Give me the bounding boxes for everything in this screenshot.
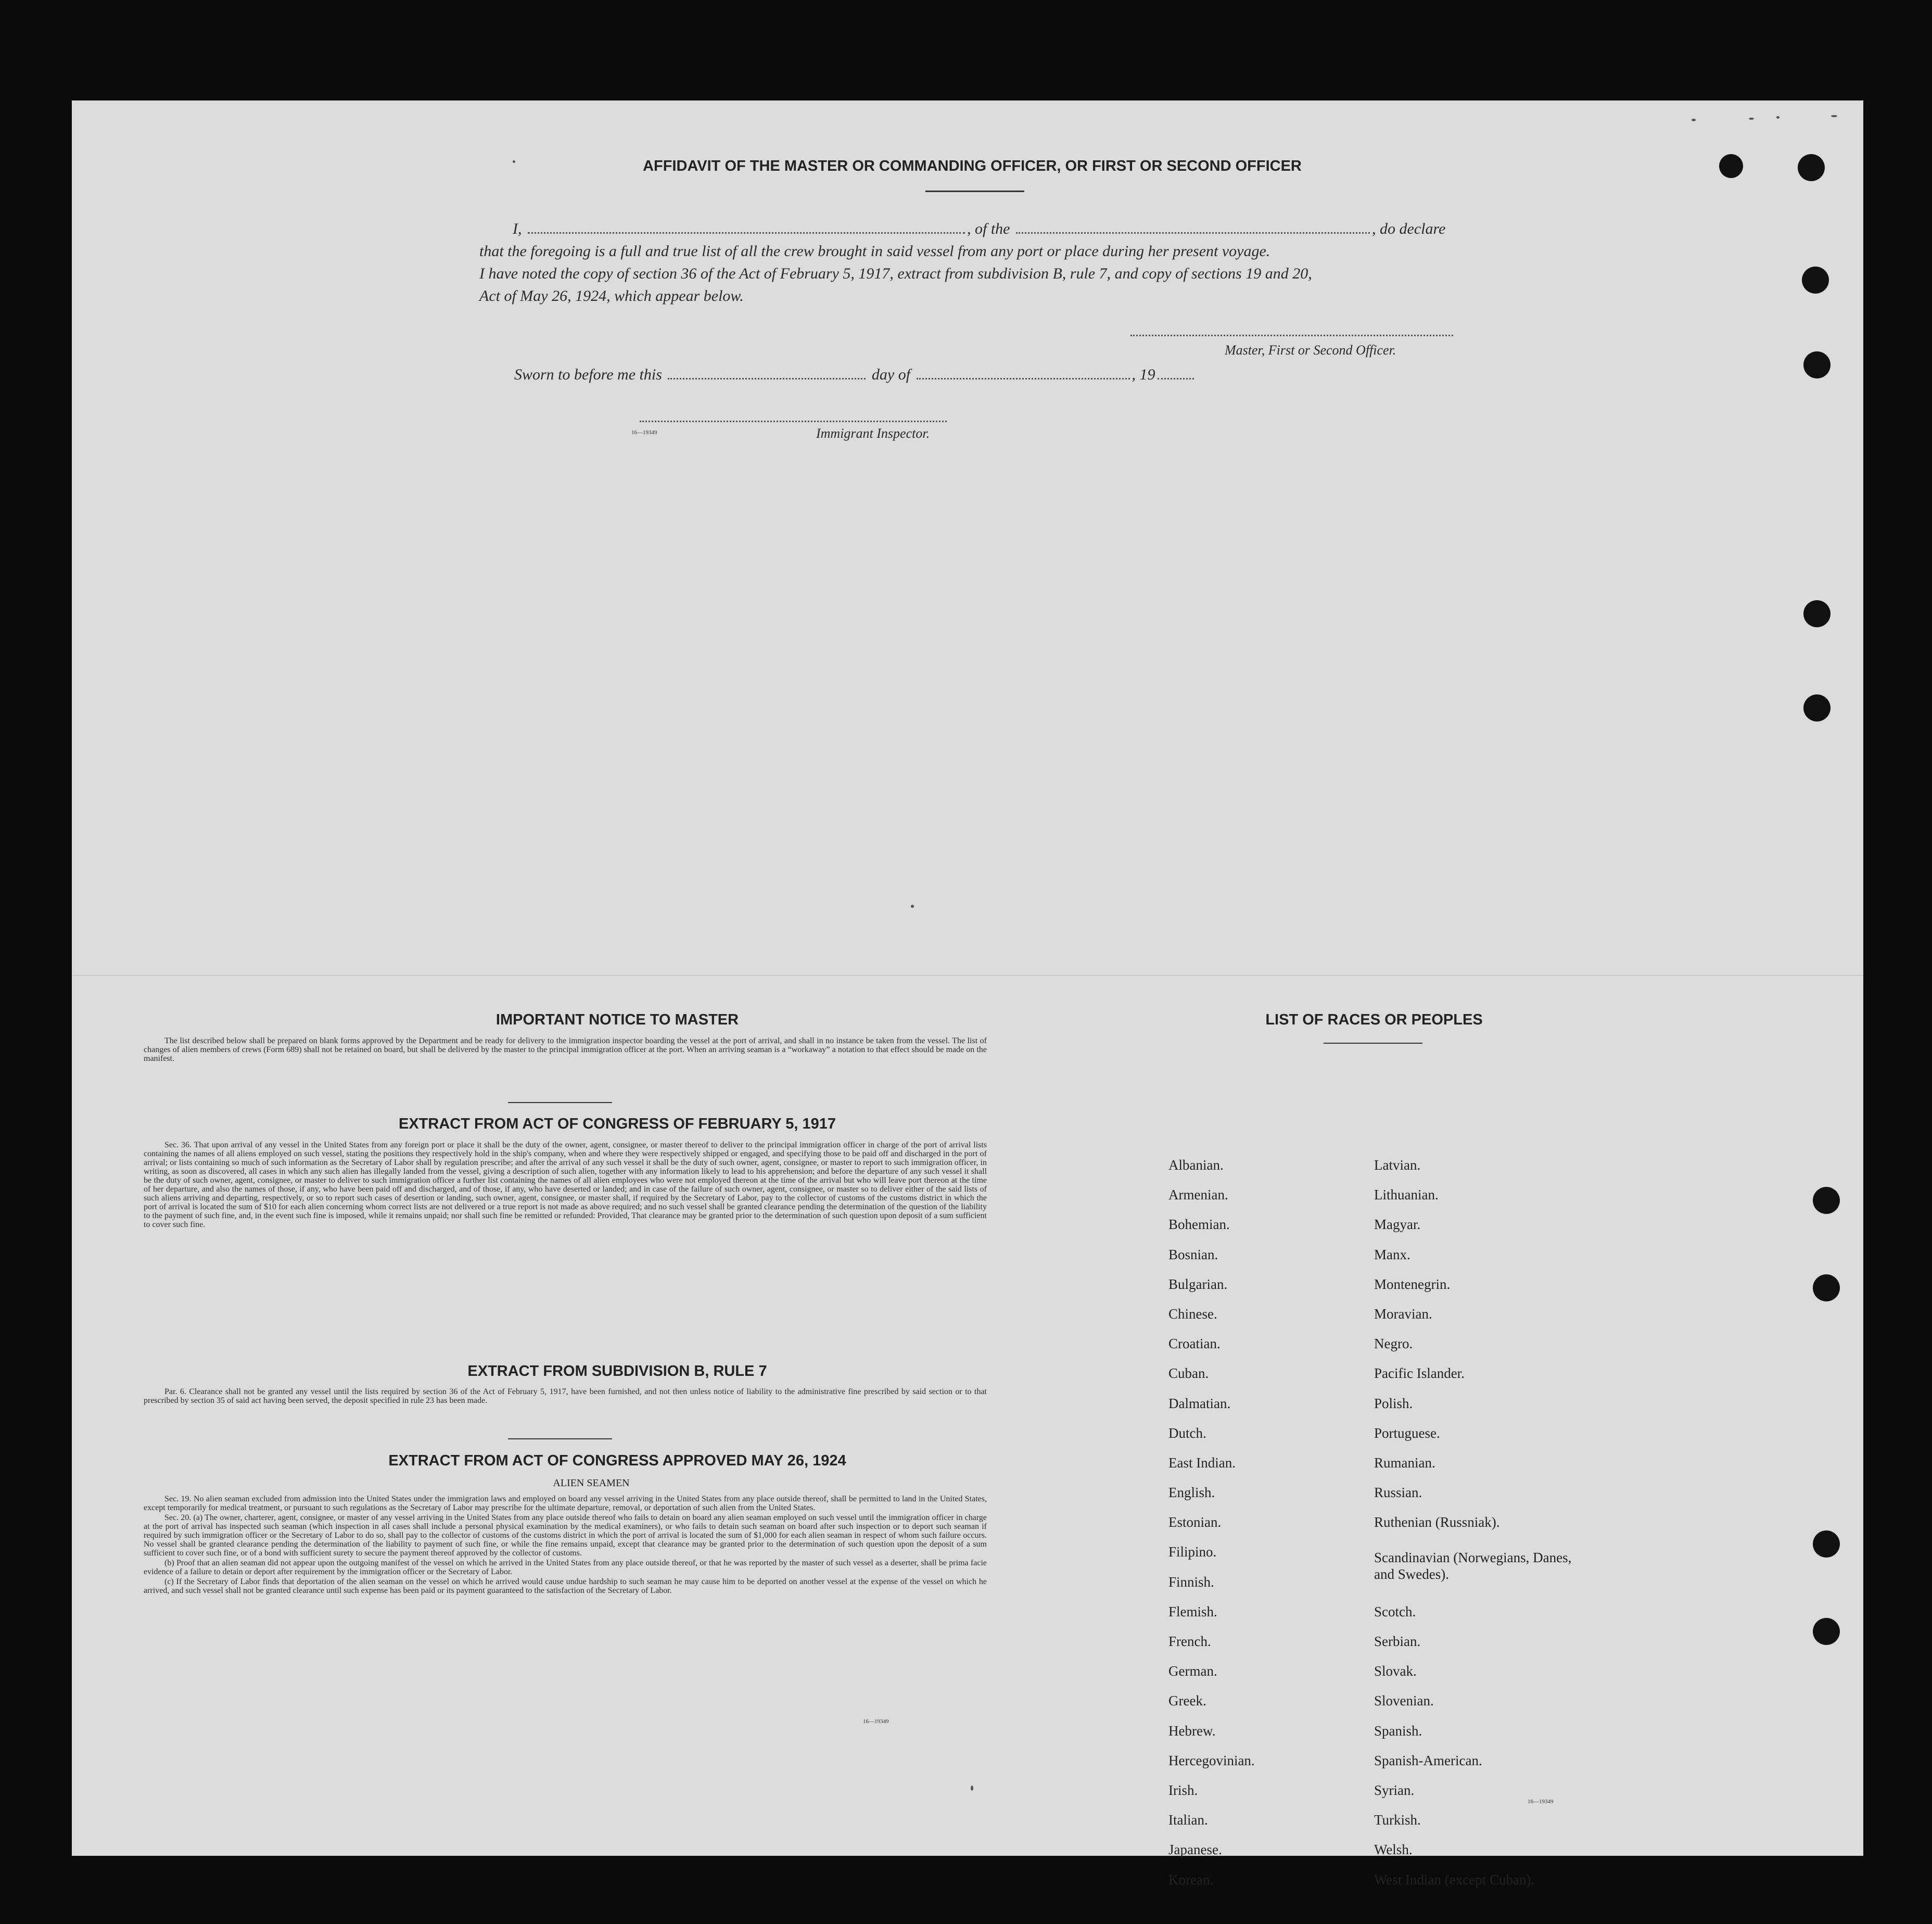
rule-7-rule	[508, 1438, 612, 1439]
sec-20c-text: (c) If the Secretary of Labor finds that deportation of the alien seaman on the vessel on which he arrived would cause undue hardship to such seaman he may cause him to be deported on another vessel at the expense of the vessel on which he arrived, and such vessel shall not be granted clearance until such expense has been paid or its payment guaranteed to the satisfaction of the Secretary of Labor.	[144, 1577, 987, 1595]
race-item: Scotch.	[1374, 1603, 1416, 1619]
races-title: LIST OF RACES OR PEOPLES	[1265, 1011, 1483, 1028]
affidavit-form-number: 16—19349	[631, 429, 657, 436]
speck-mark	[1692, 119, 1696, 121]
binder-hole	[1813, 1274, 1840, 1301]
race-item: German.	[1168, 1663, 1217, 1679]
day-of-text: day of	[871, 366, 911, 383]
race-item: Negro.	[1374, 1336, 1413, 1352]
race-item: Finnish.	[1168, 1574, 1214, 1590]
binder-hole	[1803, 351, 1831, 378]
par-6-text: Par. 6. Clearance shall not be granted any vessel until the lists required by section 36 of the Act of February 5, 1917, have been furnished, and not then unless notice of liability to the administrative fine prescribed by said section or to that prescribed by section 35 of said act having been served, the deposit specified in rule 23 has been made.	[144, 1387, 987, 1405]
race-item: Dalmatian.	[1168, 1395, 1231, 1411]
race-item: Lithuanian.	[1374, 1187, 1439, 1203]
race-item: Scandinavian (Norwegians, Danes, and Swedes).	[1374, 1550, 1572, 1583]
race-item: Bohemian.	[1168, 1217, 1230, 1233]
speck-mark	[1776, 116, 1780, 119]
race-item: Syrian.	[1374, 1782, 1415, 1798]
month-blank[interactable]	[917, 378, 1130, 379]
sec-20a-text: Sec. 20. (a) The owner, charterer, agent, consignee, or master of any vessel arriving in the United States from any place outside thereof who fails to detain on board any alien seaman employed on such vessel until the immigration officer in charge at the port of arrival has inspected such seaman (which inspection in all cases shall include a personal physical examination by the medical examiners), or who fails to detain such seaman on board after such inspection or to deport such seaman if required by such immigration officer or the Secretary of Labor to do so, shall pay to the collector of customs of the customs district in which the port of arrival is located the sum of $1,000 for each alien seaman in respect of whom such failure occurs. No vessel shall be granted clearance pending the determination of the liability to payment of such fine, or while the fine remains unpaid, except that clearance may be granted prior to the determination of such question upon the deposit of a sum sufficient to cover such fine, or of a bond with sufficient surety to secure the payment thereof approved by the collector of customs.	[144, 1513, 987, 1558]
race-item: Albanian.	[1168, 1157, 1224, 1173]
extract-1924-title: EXTRACT FROM ACT OF CONGRESS APPROVED MAY 26, 1924	[388, 1452, 846, 1469]
sec-19-text: Sec. 19. No alien seaman excluded from admission into the United States under the immigration laws and employed on board any vessel arriving in the United States from any place outside thereof, shall be permitted to land in the United States, except temporarily for medical treatment, or pursuant to such regulations as the Secretary of Labor may prescribe for the ultimate departure, removal, or deportation of such alien from the United States.	[144, 1495, 987, 1512]
alien-seamen-subtitle: ALIEN SEAMEN	[553, 1477, 630, 1489]
race-item: Ruthenian (Russniak).	[1374, 1514, 1500, 1530]
race-item: Hebrew.	[1168, 1723, 1216, 1739]
sec-20b-text: (b) Proof that an alien seaman did not appear upon the outgoing manifest of the vessel on which he arrived in the United States from any place outside thereof, or that he was reported by the master of such vessel as a deserter, shall be prima facie evidence of a failure to detain or deport after requirement by the immigration officer or the Secretary of Labor.	[144, 1559, 987, 1576]
name-blank[interactable]	[528, 232, 965, 234]
document-page	[72, 100, 1863, 1888]
race-item: Chinese.	[1168, 1306, 1217, 1322]
affidavit-i: I,	[513, 220, 522, 237]
races-form-number: 16—19349	[1528, 1799, 1554, 1805]
binder-hole	[1719, 154, 1743, 178]
inspector-label: Immigrant Inspector.	[816, 426, 930, 441]
race-item: Turkish.	[1374, 1812, 1421, 1828]
race-item: Slovak.	[1374, 1663, 1417, 1679]
affidavit-of-the: , of the	[967, 220, 1010, 237]
race-item: Korean.	[1168, 1871, 1214, 1888]
section-36-text: Sec. 36. That upon arrival of any vessel in the United States from any foreign port or place it shall be the duty of the owner, agent, consignee, or master thereof to deliver to the principal immigration officer in charge of the port of arrival lists containing the names of all aliens employed on such vessel, stating the positions they respectively hold in the ship's company, when and where they were respectively shipped or engaged, and specifying those to be paid off and discharged in the port of arrival; or lists containing so much of such information as the Secretary of Labor shall by regulation prescribe; and after the arrival of any such vessel it shall be the duty of such owner, agent, consignee, or master to report to such immigration officer, in writing, as soon as discovered, all cases in which any such alien has illegally landed from the vessel, giving a description of such alien, together with any information likely to lead to his apprehension; and before the departure of any such vessel it shall be the duty of such owner, agent, consignee, or master to deliver to such immigration officer a further list containing the names of all alien employees who were not employed thereon at the time of the arrival but who will leave port thereon at the time of her departure, and also the names of those, if any, who have been paid off and discharged, and of those, if any, who have deserted or landed; and in case of the failure of such owner, agent, consignee, or master so to deliver either of the said lists of such aliens arriving and departing, respectively, or so to report such cases of desertion or landing, such owner, agent, consignee, or master shall, if required by the Secretary of Labor, pay to the collector of customs of the customs district in which the port of arrival is located the sum of $10 for each alien concerning whom correct lists are not delivered or a true report is not made as above required; and no such vessel shall be granted clearance pending the determination of the question of the liability to the payment of such fine, and, in the event such fine is imposed, while it remains unpaid; nor shall such fine be remitted or refunded: Provided, That clearance may be granted prior to the determination of such question upon deposit of a sum sufficient to cover such fine.	[144, 1141, 987, 1229]
race-item: Pacific Islander.	[1374, 1365, 1465, 1382]
race-item: Bulgarian.	[1168, 1276, 1228, 1292]
affidavit-line-2: that the foregoing is a full and true list of all the crew brought in said vessel from any port or place during her present voyage.	[479, 243, 1270, 260]
race-item: French.	[1168, 1634, 1211, 1649]
affidavit-title: AFFIDAVIT OF THE MASTER OR COMMANDING OFFICER, OR FIRST OR SECOND OFFICER	[643, 158, 1302, 174]
race-item: Serbian.	[1374, 1634, 1421, 1650]
vessel-blank[interactable]	[1016, 232, 1370, 234]
race-item: Filipino.	[1168, 1544, 1217, 1560]
master-signature-blank[interactable]	[1130, 335, 1453, 336]
binder-hole	[1813, 1618, 1840, 1645]
extract-1917-title: EXTRACT FROM ACT OF CONGRESS OF FEBRUARY 5, 1917	[398, 1116, 836, 1132]
race-item: Slovenian.	[1374, 1693, 1434, 1709]
speck-mark	[513, 160, 515, 163]
binder-hole	[1803, 694, 1831, 722]
race-item: Montenegrin.	[1374, 1276, 1451, 1292]
notice-text: The list described below shall be prepared on blank forms approved by the Department and be ready for delivery to the immigration inspector boarding the vessel at the port of arrival, and shall in no instance be taken from the vessel. The list of changes of alien members of crews (Form 689) shall not be retained on board, but shall be delivered by the master to the principal immigration officer at the port. When an arriving seaman is a “workaway” a notation to that effect should be made on the manifest.	[144, 1036, 987, 1063]
inspector-signature-blank[interactable]	[640, 421, 947, 422]
page-fold	[72, 975, 1863, 976]
race-item: Cuban.	[1168, 1365, 1209, 1382]
rule-7-body	[144, 1387, 987, 1406]
year-blank[interactable]	[1158, 378, 1194, 379]
rule-7-title: EXTRACT FROM SUBDIVISION B, RULE 7	[467, 1363, 767, 1379]
affidavit-do-declare: , do declare	[1372, 220, 1446, 237]
races-title-rule	[1324, 1043, 1422, 1044]
race-item: Manx.	[1374, 1246, 1410, 1262]
binder-hole	[1813, 1187, 1840, 1214]
race-item: Flemish.	[1168, 1603, 1217, 1619]
race-item: West Indian (except Cuban).	[1374, 1871, 1535, 1888]
race-item: Dutch.	[1168, 1425, 1206, 1441]
race-item: Russian.	[1374, 1485, 1422, 1501]
speck-mark	[971, 1786, 973, 1791]
binder-hole	[1813, 1530, 1840, 1558]
race-item: Greek.	[1168, 1693, 1206, 1709]
speck-mark	[1831, 115, 1837, 117]
race-item: Italian.	[1168, 1812, 1208, 1828]
race-item: Spanish.	[1374, 1723, 1422, 1739]
race-item: Magyar.	[1374, 1217, 1421, 1233]
master-label: Master, First or Second Officer.	[1225, 343, 1396, 358]
race-item: Bosnian.	[1168, 1246, 1218, 1262]
race-item: Croatian.	[1168, 1336, 1221, 1352]
affidavit-line-4: Act of May 26, 1924, which appear below.	[479, 287, 744, 305]
sworn-line	[514, 366, 1196, 384]
race-item: Welsh.	[1374, 1842, 1413, 1858]
day-blank[interactable]	[668, 378, 866, 379]
race-item: Rumanian.	[1374, 1454, 1435, 1471]
year-text: , 19	[1132, 366, 1155, 383]
binder-hole	[1798, 154, 1825, 181]
race-item: Polish.	[1374, 1395, 1413, 1411]
races-left-column	[1168, 1157, 1387, 1902]
sworn-text: Sworn to before me this	[514, 366, 662, 383]
notice-title: IMPORTANT NOTICE TO MASTER	[495, 1011, 739, 1028]
race-item: Portuguese.	[1374, 1425, 1440, 1441]
speck-mark	[1749, 118, 1754, 120]
race-item: East Indian.	[1168, 1454, 1236, 1471]
extract-1924-body	[144, 1495, 987, 1596]
race-item: Japanese.	[1168, 1842, 1222, 1858]
affidavit-line-3: I have noted the copy of section 36 of the Act of February 5, 1917, extract from subdivision B, rule 7, and copy of sections 19 and 20,	[479, 265, 1312, 282]
race-item: Irish.	[1168, 1782, 1198, 1798]
races-right-column	[1374, 1157, 1603, 1902]
race-item: Armenian.	[1168, 1187, 1228, 1203]
extract-1917-body	[144, 1141, 987, 1230]
race-item: Moravian.	[1374, 1306, 1432, 1322]
race-item: Latvian.	[1374, 1157, 1421, 1173]
extract-form-number: 16—19349	[863, 1718, 889, 1725]
speck-mark	[911, 905, 914, 908]
race-item: English.	[1168, 1485, 1215, 1501]
notice-rule	[508, 1102, 612, 1103]
race-item: Hercegovinian.	[1168, 1752, 1255, 1768]
binder-hole	[1802, 267, 1829, 294]
affidavit-line-1	[513, 220, 1445, 238]
race-item: Spanish-American.	[1374, 1752, 1482, 1768]
binder-hole	[1803, 600, 1831, 627]
notice-body	[144, 1036, 987, 1064]
race-item: Estonian.	[1168, 1514, 1222, 1530]
affidavit-title-rule	[925, 191, 1024, 192]
